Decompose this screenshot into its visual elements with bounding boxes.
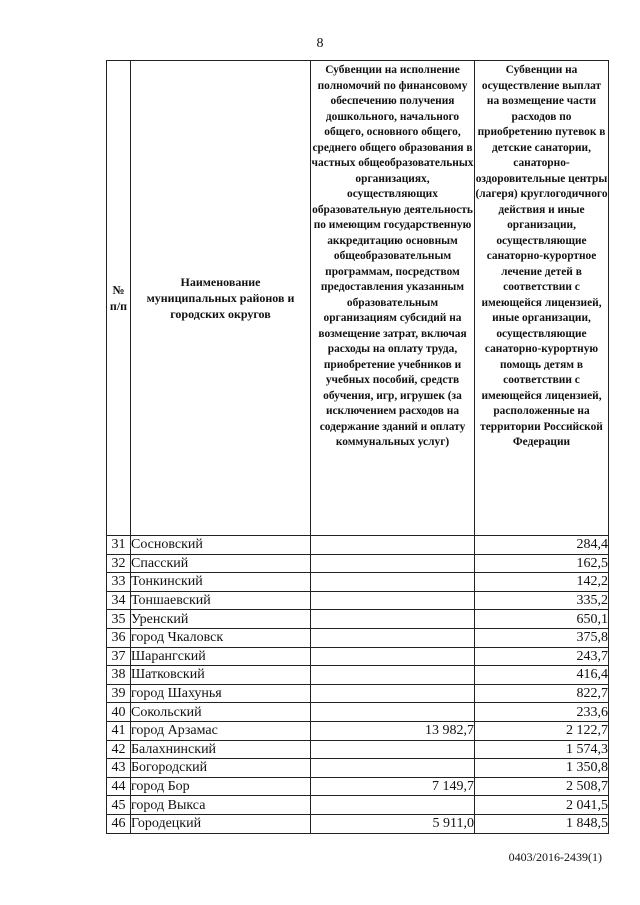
- subvention-education-value: [311, 610, 475, 629]
- column-header-number: № п/п: [107, 61, 131, 536]
- subvention-sanatorium-value: 335,2: [475, 591, 609, 610]
- subvention-education-value: [311, 628, 475, 647]
- district-name: Городецкий: [131, 814, 311, 833]
- subvention-education-value: [311, 647, 475, 666]
- table-row: [107, 573, 609, 592]
- table-row: [107, 647, 609, 666]
- district-name: Шатковский: [131, 666, 311, 685]
- district-name: Шарангский: [131, 647, 311, 666]
- subvention-sanatorium-value: 2 508,7: [475, 777, 609, 796]
- district-name: город Арзамас: [131, 721, 311, 740]
- table-body: [107, 536, 609, 834]
- subvention-education-value: [311, 554, 475, 573]
- subvention-education-value: [311, 759, 475, 778]
- subvention-sanatorium-value: 822,7: [475, 684, 609, 703]
- row-number: 40: [107, 703, 131, 722]
- subvention-sanatorium-value: 1 574,3: [475, 740, 609, 759]
- district-name: Уренский: [131, 610, 311, 629]
- district-name: город Чкаловск: [131, 628, 311, 647]
- row-number: 43: [107, 759, 131, 778]
- subvention-sanatorium-value: 233,6: [475, 703, 609, 722]
- table-row: [107, 777, 609, 796]
- subvention-sanatorium-value: 2 041,5: [475, 796, 609, 815]
- column-header-subvention-education: Субвенции на исполнение полномочий по финансовому обеспечению получения дошкольного, начального общего, основного общего, среднего общего образования в частных общеобразовательных организациях, осуществляющих образовательную деятельность по имеющим государственную аккредитацию основным общеобразовательным программам, посредством предоставления указанным образовательным организациям субсидий на возмещение затрат, включая расходы на оплату труда, приобретение учебников и учебных пособий, средств обучения, игр, игрушек (за исключением расходов на содержание зданий и оплату коммунальных услуг): [311, 61, 475, 536]
- row-number: 42: [107, 740, 131, 759]
- district-name: город Шахунья: [131, 684, 311, 703]
- subvention-sanatorium-value: 416,4: [475, 666, 609, 685]
- subvention-sanatorium-value: 1 350,8: [475, 759, 609, 778]
- table-row: [107, 591, 609, 610]
- row-number: 44: [107, 777, 131, 796]
- row-number: 31: [107, 536, 131, 555]
- subvention-education-value: 5 911,0: [311, 814, 475, 833]
- row-number: 38: [107, 666, 131, 685]
- row-number: 36: [107, 628, 131, 647]
- table-row: [107, 536, 609, 555]
- subvention-sanatorium-value: 162,5: [475, 554, 609, 573]
- district-name: Балахнинский: [131, 740, 311, 759]
- subvention-education-value: [311, 740, 475, 759]
- subvention-education-value: [311, 591, 475, 610]
- district-name: Богородский: [131, 759, 311, 778]
- table-header-row: [107, 61, 609, 536]
- district-name: Тоншаевский: [131, 591, 311, 610]
- subvention-sanatorium-value: 1 848,5: [475, 814, 609, 833]
- page-number: 8: [316, 36, 324, 51]
- table-row: [107, 610, 609, 629]
- table-row: [107, 628, 609, 647]
- row-number: 41: [107, 721, 131, 740]
- district-name: Сосновский: [131, 536, 311, 555]
- row-number: 33: [107, 573, 131, 592]
- subvention-education-value: [311, 703, 475, 722]
- district-name: Тонкинский: [131, 573, 311, 592]
- column-header-name: Наименование муниципальных районов и городских округов: [131, 61, 311, 536]
- row-number: 46: [107, 814, 131, 833]
- subvention-education-value: [311, 536, 475, 555]
- table-row: [107, 740, 609, 759]
- table-row: [107, 814, 609, 833]
- table-row: [107, 703, 609, 722]
- subvention-education-value: [311, 684, 475, 703]
- subvention-sanatorium-value: 375,8: [475, 628, 609, 647]
- subvention-sanatorium-value: 142,2: [475, 573, 609, 592]
- subvention-sanatorium-value: 2 122,7: [475, 721, 609, 740]
- district-name: город Выкса: [131, 796, 311, 815]
- row-number: 37: [107, 647, 131, 666]
- subvention-education-value: [311, 796, 475, 815]
- district-name: Спасский: [131, 554, 311, 573]
- subvention-education-value: 7 149,7: [311, 777, 475, 796]
- table-row: [107, 666, 609, 685]
- row-number: 32: [107, 554, 131, 573]
- table-row: [107, 554, 609, 573]
- row-number: 35: [107, 610, 131, 629]
- row-number: 45: [107, 796, 131, 815]
- subvention-sanatorium-value: 243,7: [475, 647, 609, 666]
- subvention-education-value: [311, 573, 475, 592]
- district-name: город Бор: [131, 777, 311, 796]
- subvention-education-value: [311, 666, 475, 685]
- document-code: 0403/2016-2439(1): [508, 850, 602, 864]
- table-row: [107, 759, 609, 778]
- subvention-education-value: 13 982,7: [311, 721, 475, 740]
- subvention-table: [106, 60, 609, 834]
- table-row: [107, 721, 609, 740]
- table-row: [107, 684, 609, 703]
- subvention-sanatorium-value: 650,1: [475, 610, 609, 629]
- district-name: Сокольский: [131, 703, 311, 722]
- table-row: [107, 796, 609, 815]
- row-number: 39: [107, 684, 131, 703]
- subvention-sanatorium-value: 284,4: [475, 536, 609, 555]
- column-header-subvention-sanatorium: Субвенции на осуществление выплат на возмещение части расходов по приобретению путевок в детские санатории, санаторно-оздоровительные центры (лагеря) круглогодичного действия и иные организации, осуществляющие санаторно-курортное лечение детей в соответствии с имеющейся лицензией, иные организации, осуществляющие санаторно-курортную помощь детям в соответствии с имеющейся лицензией, расположенные на территории Российской Федерации: [475, 61, 609, 536]
- row-number: 34: [107, 591, 131, 610]
